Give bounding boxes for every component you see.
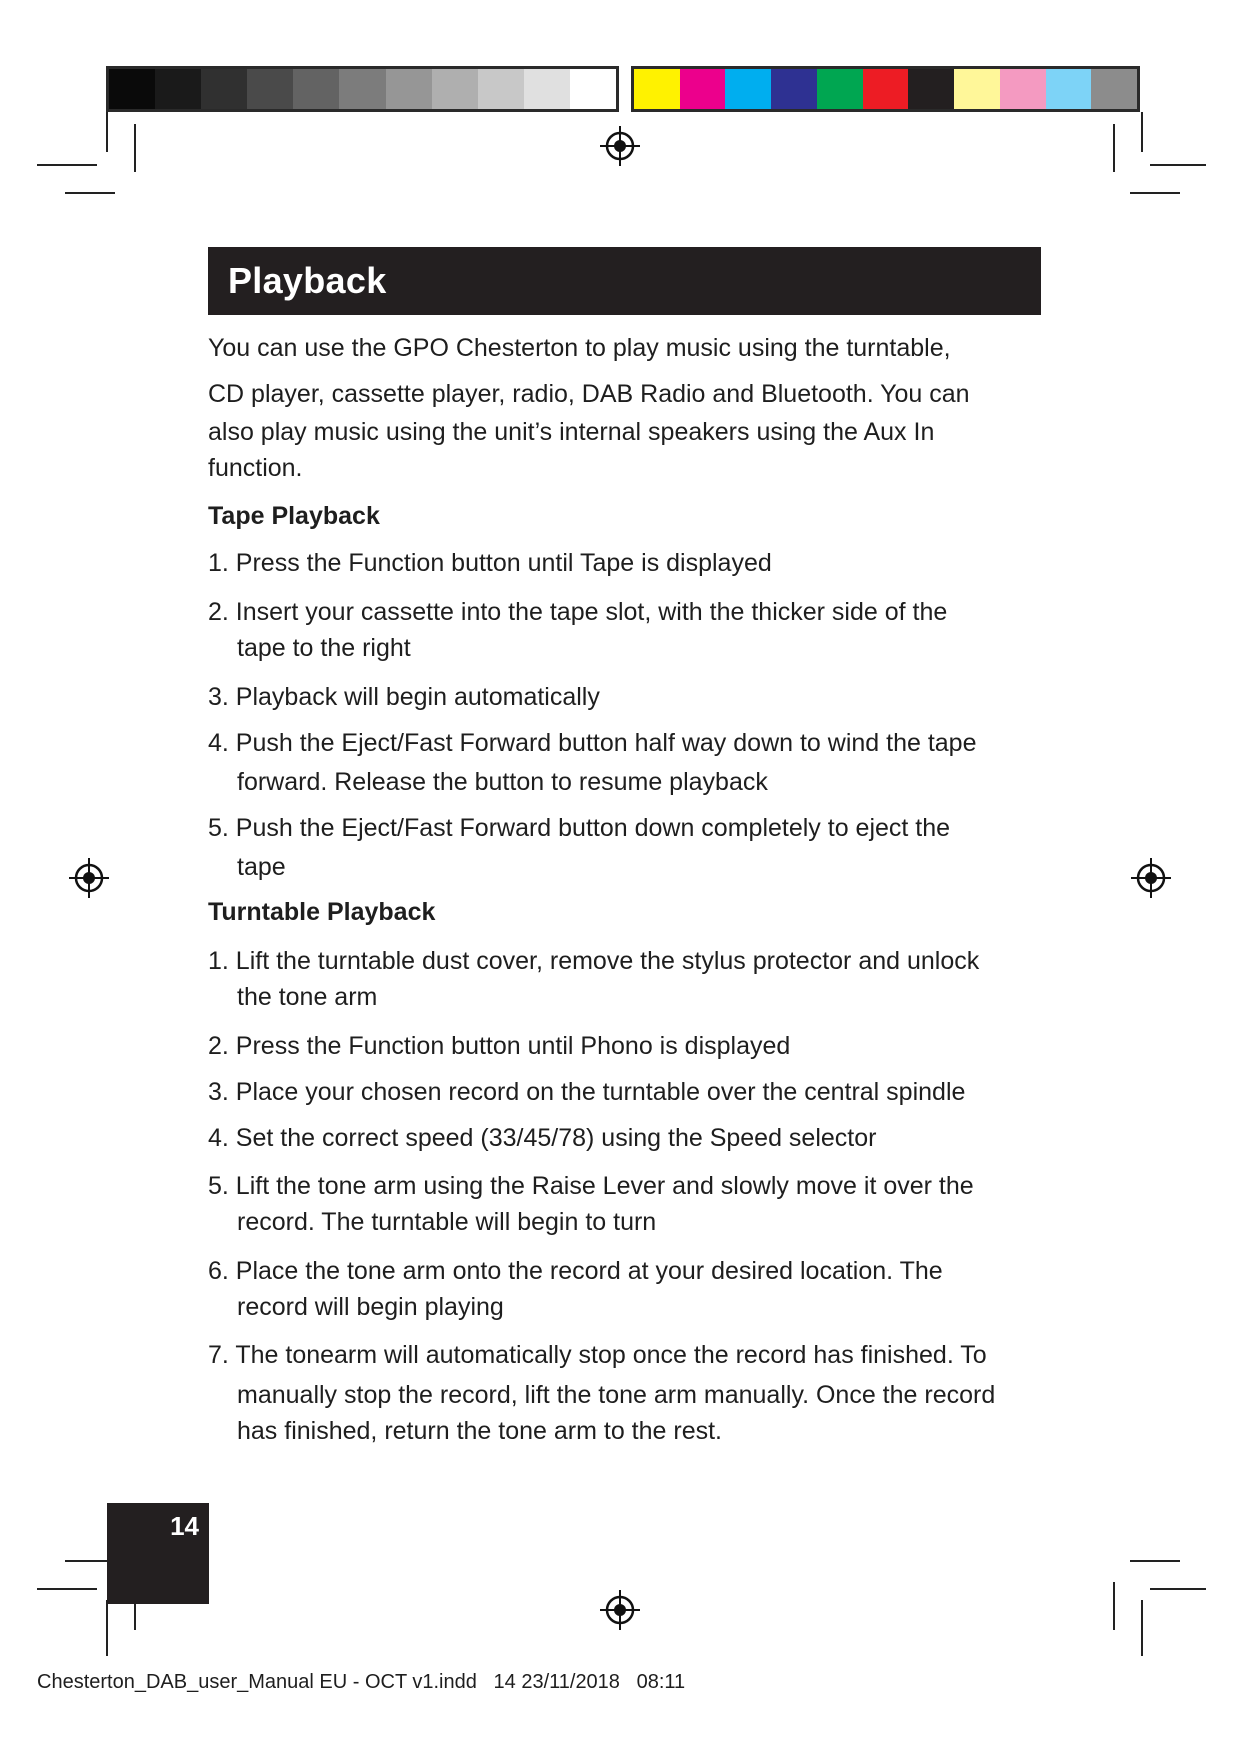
color-swatch (478, 69, 524, 109)
page-number-tab (107, 1503, 209, 1604)
step-text: 1. Press the Function button until Tape is displayed (208, 549, 772, 577)
turntable-step (208, 1028, 790, 1064)
crop-mark (1130, 1560, 1180, 1562)
step-text: 4. Push the Eject/Fast Forward button half way down to wind the tape (208, 729, 977, 757)
color-swatch (386, 69, 432, 109)
step-text: 5. Lift the tone arm using the Raise Lever and slowly move it over the (208, 1172, 974, 1200)
tape-step (208, 545, 772, 581)
color-swatch (201, 69, 247, 109)
color-swatch (725, 69, 771, 109)
color-swatch (817, 69, 863, 109)
process-color-bar (631, 66, 1140, 112)
step-text: 6. Place the tone arm onto the record at your desired location. The (208, 1257, 943, 1285)
color-swatch (432, 69, 478, 109)
crop-mark (1130, 192, 1180, 194)
turntable-step (208, 1168, 974, 1240)
crop-mark (37, 164, 97, 166)
color-swatch (954, 69, 1000, 109)
file-slug: Chesterton_DAB_user_Manual EU - OCT v1.indd 14 23/11/2018 08:11 (37, 1671, 686, 1693)
crop-mark (106, 1600, 108, 1656)
step-text: 2. Insert your cassette into the tape slot, with the thicker side of the (208, 598, 948, 626)
tape-step (208, 679, 600, 715)
step-text: 4. Set the correct speed (33/45/78) using the Speed selector (208, 1124, 877, 1152)
color-swatch (293, 69, 339, 109)
color-swatch (570, 69, 616, 109)
grayscale-color-bar (106, 66, 619, 112)
color-swatch (524, 69, 570, 109)
turntable-step (208, 1253, 943, 1325)
crop-mark (1141, 112, 1143, 152)
color-swatch (339, 69, 385, 109)
step-text-continued: record. The turntable will begin to turn (237, 1208, 657, 1236)
color-swatch (680, 69, 726, 109)
tape-step (208, 810, 950, 885)
tape-step (208, 725, 976, 800)
page-number: 14 (170, 1511, 199, 1541)
crop-mark (134, 124, 136, 172)
color-swatch (771, 69, 817, 109)
registration-mark-icon (600, 126, 640, 166)
intro-line: You can use the GPO Chesterton to play music using the turntable, (208, 334, 951, 362)
color-swatch (109, 69, 155, 109)
crop-mark (1113, 1582, 1115, 1630)
step-text-continued: manually stop the record, lift the tone arm manually. Once the record (237, 1381, 996, 1409)
crop-mark (106, 112, 108, 152)
turntable-step (208, 1074, 965, 1110)
turntable-playback-heading: Turntable Playback (208, 898, 436, 926)
intro-line: CD player, cassette player, radio, DAB Radio and Bluetooth. You can (208, 380, 970, 408)
step-text-continued: record will begin playing (237, 1293, 504, 1321)
step-text-continued: has finished, return the tone arm to the rest. (237, 1417, 722, 1445)
color-swatch (1000, 69, 1046, 109)
registration-mark-icon (1131, 858, 1171, 898)
tape-step (208, 594, 947, 666)
crop-mark (1141, 1600, 1143, 1656)
color-swatch (247, 69, 293, 109)
step-text-continued: forward. Release the button to resume playback (237, 768, 768, 796)
turntable-step (208, 943, 979, 1015)
color-swatch (634, 69, 680, 109)
step-text: 5. Push the Eject/Fast Forward button down completely to eject the (208, 814, 951, 842)
crop-mark (1150, 164, 1206, 166)
intro-line: also play music using the unit’s internal speakers using the Aux In (208, 418, 935, 446)
section-header-bar (208, 247, 1041, 315)
registration-mark-icon (600, 1590, 640, 1630)
step-text-continued: tape (237, 853, 286, 881)
crop-mark (65, 192, 115, 194)
crop-mark (37, 1588, 97, 1590)
step-text-continued: tape to the right (237, 634, 411, 662)
color-swatch (863, 69, 909, 109)
section-title: Playback (228, 260, 387, 301)
step-text: 3. Place your chosen record on the turntable over the central spindle (208, 1078, 966, 1106)
crop-mark (1150, 1588, 1206, 1590)
step-text: 1. Lift the turntable dust cover, remove the stylus protector and unlock (208, 947, 980, 975)
turntable-step (208, 1120, 876, 1156)
intro-line: function. (208, 454, 303, 482)
step-text-continued: the tone arm (237, 983, 378, 1011)
color-swatch (1046, 69, 1092, 109)
step-text: 2. Press the Function button until Phono is displayed (208, 1032, 791, 1060)
registration-mark-icon (69, 858, 109, 898)
color-swatch (1091, 69, 1137, 109)
crop-mark (1113, 124, 1115, 172)
step-text: 7. The tonearm will automatically stop once the record has finished. To (208, 1341, 987, 1369)
step-text: 3. Playback will begin automatically (208, 683, 600, 711)
color-swatch (908, 69, 954, 109)
turntable-step (208, 1337, 995, 1449)
color-swatch (155, 69, 201, 109)
tape-playback-heading: Tape Playback (208, 502, 380, 530)
